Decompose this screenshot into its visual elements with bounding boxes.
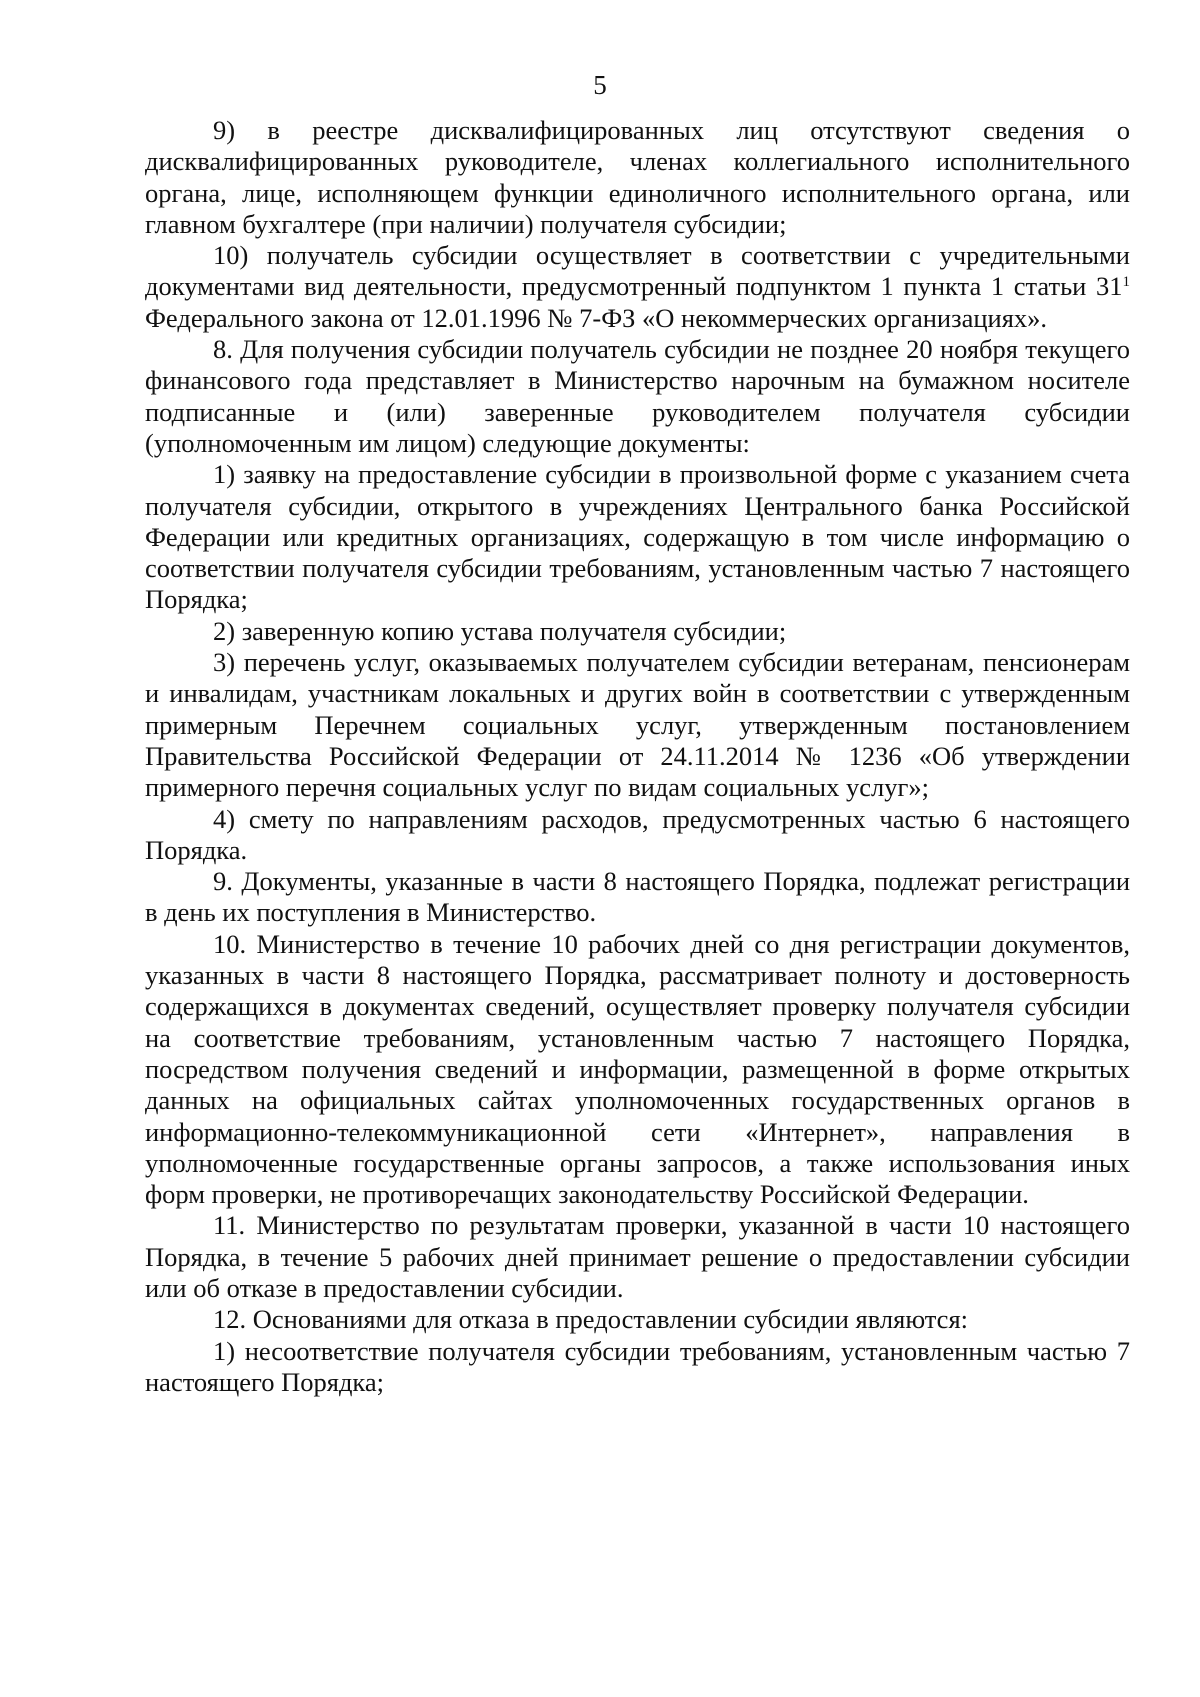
page-number: 5	[593, 70, 607, 100]
section-12: 12. Основаниями для отказа в предоставлении субсидии являются:	[213, 1304, 968, 1335]
section-8-item-1: 1) заявку на предоставление субсидии в произвольной форме с указанием счета получателя субсидии, открытого в учреждениях Центрального банка Российской Федерации или кредитных организациях, содержащую в том числе информацию о соответствии получателя субсидии требованиям, установленным частью 7 настоящего Порядка;	[145, 459, 1130, 615]
paragraph-item-10	[145, 240, 1130, 334]
paragraph-text: 10) получатель субсидии осуществляет в соответствии с учредительными документами вид деятельности, предусмотренный подпунктом 1 пункта 1 статьи 31	[145, 240, 1130, 302]
document-body	[145, 115, 1130, 1398]
section-8-item-2: 2) заверенную копию устава получателя субсидии;	[213, 615, 787, 646]
section-8-item-4: 4) смету по направлениям расходов, предусмотренных частью 6 настоящего Порядка.	[145, 803, 1130, 865]
section-10: 10. Министерство в течение 10 рабочих дней со дня регистрации документов, указанных в части 8 настоящего Порядка, рассматривает полноту и достоверность содержащихся в документах сведений, осуществляет проверку получателя субсидии на соответствие требованиям, установленным частью 7 настоящего Порядка, посредством получения сведений и информации, размещенной в форме открытых данных на официальных сайтах уполномоченных государственных органов в информационно-телекоммуникационной сети «Интернет», направления в уполномоченные государственные органы запросов, а также использования иных форм проверки, не противоречащих законодательству Российской Федерации.	[145, 928, 1130, 1210]
section-8-item-3: 3) перечень услуг, оказываемых получателем субсидии ветеранам, пенсионерам и инвалидам, участникам локальных и других войн в соответствии с утвержденным примерным Перечнем социальных услуг, утвержденным постановлением Правительства Российской Федерации от 24.11.2014 № 1236 «Об утверждении примерного перечня социальных услуг по видам социальных услуг»;	[145, 647, 1130, 803]
paragraph-text: Федерального закона от 12.01.1996 № 7-ФЗ «О некоммерческих организациях».	[145, 302, 1048, 333]
section-8: 8. Для получения субсидии получатель субсидии не позднее 20 ноября текущего финансового года представляет в Министерство нарочным на бумажном носителе подписанные и (или) заверенные руководителем получателя субсидии (уполномоченным им лицом) следующие документы:	[145, 334, 1130, 458]
superscript: 1	[1122, 274, 1130, 291]
section-11: 11. Министерство по результатам проверки, указанной в части 10 настоящего Порядка, в течение 5 рабочих дней принимает решение о предоставлении субсидии или об отказе в предоставлении субсидии.	[145, 1210, 1130, 1303]
paragraph-item-9: 9) в реестре дисквалифицированных лиц отсутствуют сведения о дисквалифицированных руководителе, членах коллегиального исполнительного органа, лице, исполняющем функции единоличного исполнительного органа, или главном бухгалтере (при наличии) получателя субсидии;	[145, 115, 1130, 239]
section-12-item-1: 1) несоответствие получателя субсидии требованиям, установленным частью 7 настоящего Порядка;	[145, 1335, 1130, 1397]
section-9: 9. Документы, указанные в части 8 настоящего Порядка, подлежат регистрации в день их поступления в Министерство.	[145, 866, 1130, 928]
